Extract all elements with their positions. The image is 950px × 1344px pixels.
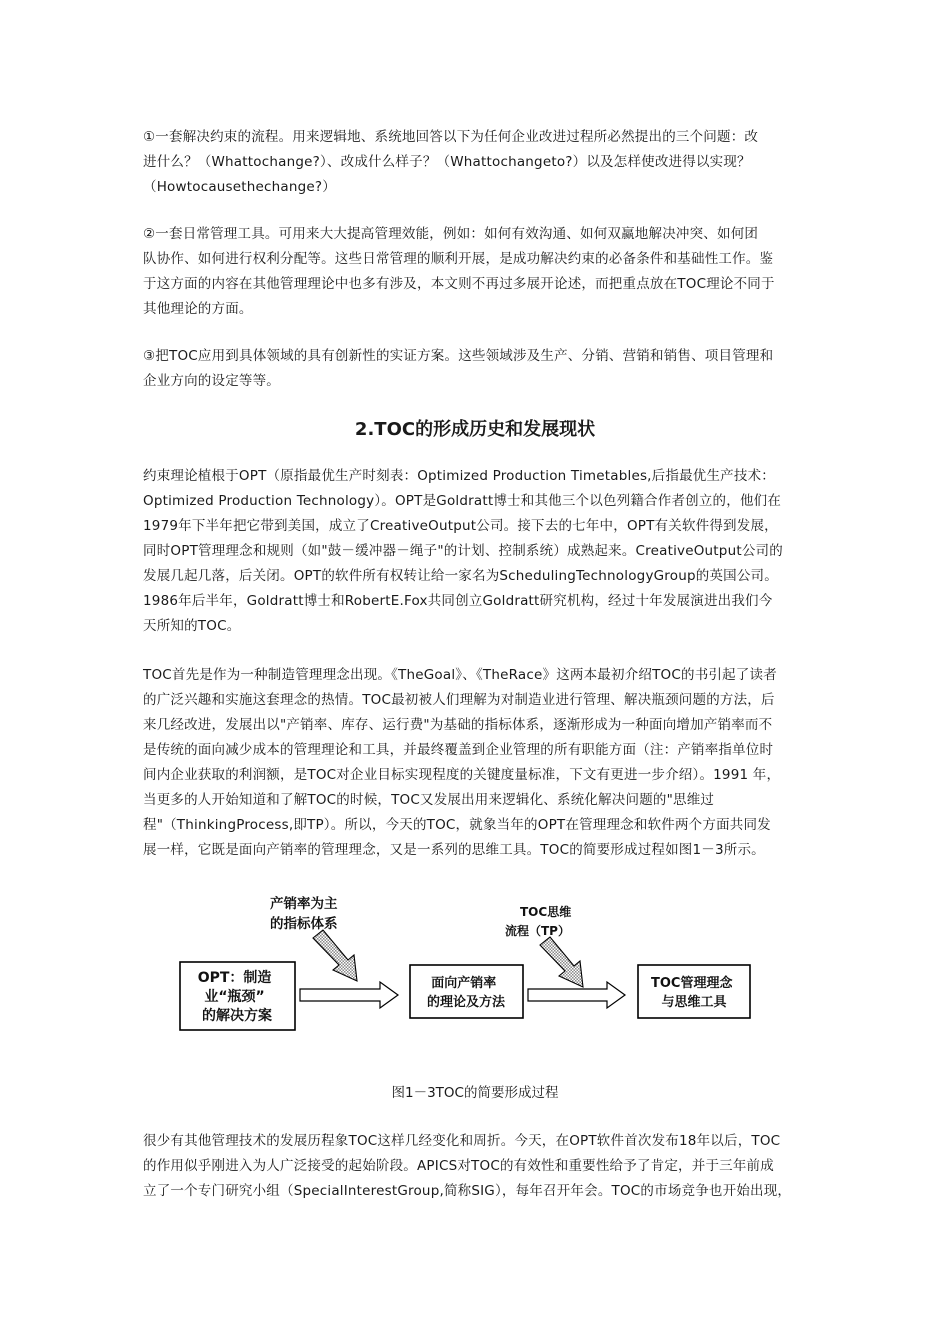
- paragraph-2-line-1: TOC首先是作为一种制造管理理念出现。《TheGoal》、《TheRace》这两本最初介绍TOC的书引起了读者: [143, 667, 777, 683]
- paragraph-2-line-4: 是传统的面向减少成本的管理理论和工具，并最终覆盖到企业管理的所有职能方面（注：产销率指单位时: [143, 742, 774, 758]
- paragraph-2-line-7: 程"（ThinkingProcess,即TP）。所以，今天的TOC，就象当年的OPT在管理理念和软件两个方面共同发: [143, 817, 771, 833]
- diagram-label-tp-line-2: 流程（TP）: [505, 924, 570, 938]
- list-item-2-line-3: 于这方面的内容在其他管理理论中也多有涉及，本文则不再过多展开论述，而把重点放在TOC理论不同于: [143, 276, 775, 292]
- paragraph-1-line-5: 发展几起几落，后关闭。OPT的软件所有权转让给一家名为SchedulingTechnologyGroup的英国公司。: [143, 568, 778, 584]
- paragraph-2-line-2: 的广泛兴趣和实施这套理念的热情。TOC最初被人们理解为对制造业进行管理、解决瓶颈问题的方法，后: [143, 692, 775, 708]
- final-paragraph-line-3: 立了一个专门研究小组（SpecialInterestGroup,简称SIG），每年召开年会。TOC的市场竞争也开始出现，: [143, 1183, 792, 1199]
- list-item-3-line-1: ③把TOC应用到具体领域的具有创新性的实证方案。这些领域涉及生产、分销、营销和销售、项目管理和: [143, 348, 774, 364]
- paragraph-1-line-2: Optimized Production Technology）。OPT是Goldratt博士和其他三个以色列籍合作者创立的，他们在: [143, 493, 782, 509]
- diagram-diagonal-arrow-1: [313, 930, 357, 981]
- list-item-1-line-1: ①一套解决约束的流程。用来逻辑地、系统地回答以下为任何企业改进过程所必然提出的三个问题：改: [143, 129, 759, 145]
- diagram-box-theory-line-1: 面向产销率: [431, 976, 497, 991]
- diagram-box-theory: [410, 965, 523, 1018]
- diagram-box-toc-line-2: 与思维工具: [661, 995, 727, 1010]
- final-paragraph-line-2: 的作用似乎刚进入为人广泛接受的起始阶段。APICS对TOC的有效性和重要性给予了肯定，并于三年前成: [143, 1158, 774, 1174]
- paragraph-1-line-1: 约束理论植根于OPT（原指最优生产时刻表：Optimized Production Timetables,后指最优生产技术：: [143, 468, 775, 484]
- paragraph-1-line-6: 1986年后半年，Goldratt博士和RobertE.Fox共同创立Goldratt研究机构，经过十年发展演进出我们今: [143, 593, 773, 609]
- paragraph-2-line-3: 来几经改进，发展出以"产销率、库存、运行费"为基础的指标体系，逐渐形成为一种面向增加产销率而不: [143, 717, 773, 733]
- paragraph-2-line-6: 当更多的人开始知道和了解TOC的时候，TOC又发展出用来逻辑化、系统化解决问题的"思维过: [143, 792, 715, 808]
- diagram-box-opt-line-2: 业“瓶颈”: [204, 989, 265, 1005]
- svg-text:产销率为主 的指标体系: [270, 895, 342, 932]
- list-item-2-line-1: ②一套日常管理工具。可用来大大提高管理效能，例如：如何有效沟通、如何双赢地解决冲突、如何团: [143, 226, 759, 242]
- svg-text:OPT：制造 业“瓶颈” 的解决方案: [198, 969, 277, 1024]
- paragraph-1-line-7: 天所知的TOC。: [143, 618, 241, 634]
- figure-caption: 图1－3TOC的简要形成过程: [391, 1085, 559, 1101]
- diagram-arrow-2: [528, 982, 625, 1008]
- list-item-1-line-3: （Howtocausethechange?）: [143, 179, 336, 195]
- svg-text:TOC思维 流程（TP）: [505, 904, 575, 938]
- list-item-3-line-2: 企业方向的设定等等。: [143, 373, 280, 389]
- list-item-1-line-2: 进什么？（Whattochange?）、改成什么样子？（Whattochangeto?）以及怎样使改进得以实现？: [143, 154, 751, 170]
- diagram-box-opt-line-3: 的解决方案: [202, 1008, 272, 1024]
- diagram-box-theory-line-2: 的理论及方法: [426, 995, 506, 1010]
- final-paragraph-line-1: 很少有其他管理技术的发展历程象TOC这样几经变化和周折。今天，在OPT软件首次发布18年以后，TOC: [143, 1133, 781, 1149]
- diagram-diagonal-arrow-2: [540, 937, 583, 987]
- section-heading: 2.TOC的形成历史和发展现状: [354, 419, 596, 440]
- paragraph-1-line-3: 1979年下半年把它带到美国，成立了CreativeOutput公司。接下去的七年中，OPT有关软件得到发展，: [143, 518, 778, 534]
- list-item-2-line-4: 其他理论的方面。: [143, 301, 253, 317]
- paragraph-1-line-4: 同时OPT管理理念和规则（如"鼓－缓冲器－绳子"的计划、控制系统）成熟起来。CreativeOutput公司的: [143, 543, 783, 559]
- diagram-box-opt-line-1: OPT：制造: [197, 970, 272, 986]
- diagram-arrow-1: [300, 982, 398, 1008]
- diagram-box-toc-line-1: TOC管理理念: [651, 976, 733, 991]
- paragraph-2-line-8: 展一样，它既是面向产销率的管理理念，又是一系列的思维工具。TOC的简要形成过程如图1－3所示。: [143, 842, 765, 858]
- diagram-label-metrics-line-1: 产销率为主: [270, 896, 338, 912]
- list-item-2-line-2: 队协作、如何进行权利分配等。这些日常管理的顺利开展，是成功解决约束的必备条件和基础性工作。鉴: [143, 251, 774, 267]
- toc-evolution-diagram: [170, 890, 790, 1040]
- diagram-box-toc: [638, 965, 750, 1018]
- diagram-label-tp-line-1: TOC思维: [520, 905, 572, 919]
- diagram-label-metrics-line-2: 的指标体系: [270, 916, 338, 932]
- paragraph-2-line-5: 间内企业获取的利润额，是TOC对企业目标实现程度的关键度量标准，下文有更进一步介绍）。1991 年，: [143, 767, 781, 783]
